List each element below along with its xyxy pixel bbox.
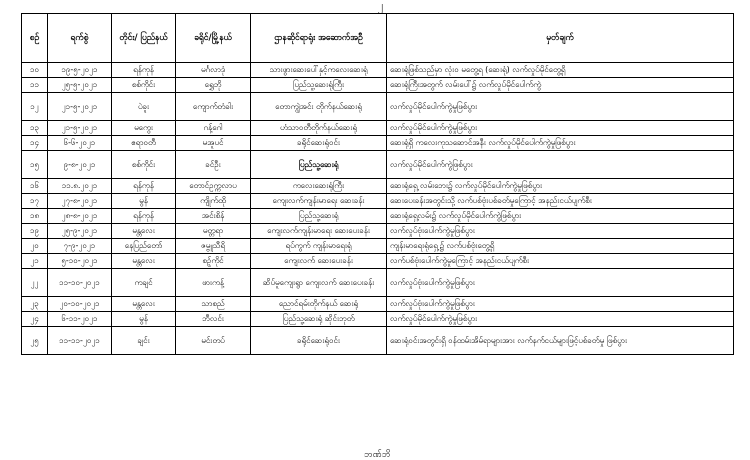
header-remark: မှတ်ချက် xyxy=(387,14,734,63)
cell-township: မင်္ဂလာဒုံ xyxy=(176,63,251,78)
cell-office: ခရိုင်ဆေးရုံဝင်း xyxy=(251,327,387,355)
table-row xyxy=(22,63,734,78)
cell-region: မန္တလေး xyxy=(112,224,176,239)
header-no: စဉ် xyxy=(22,14,48,63)
cell-office: ပြည်သူ့ဆေးရုံ xyxy=(251,209,387,224)
cell-no: ၁၀ xyxy=(22,63,48,78)
cell-no: ၁၈ xyxy=(22,209,48,224)
cell-region: ရန်ကုန် xyxy=(112,209,176,224)
cell-no: ၂၀ xyxy=(22,239,48,254)
cell-remark: ဆေးရုံရှိ ကလေးကုသဆောင်အနီး လက်လှုပ်မိုင်ပေါက်ကွဲမှုဖြစ်ပွား xyxy=(387,136,734,151)
cell-region: မန္တလေး xyxy=(112,297,176,312)
cell-office: ခရိုင်ဆေးရုံဝင်း xyxy=(251,136,387,151)
cell-office: ဆိပ်မူကျေးရွာ ကျေးလက် ဆေးပေးခန်း xyxy=(251,269,387,297)
incident-table xyxy=(21,13,734,355)
cell-remark: ဆေးရုံကြီးအတွက် လမ်းပေါ်၌ လက်လှုပ်မိုင်ပေါက်ကွဲ xyxy=(387,78,734,93)
cell-township: ကျိုက်ထို xyxy=(176,194,251,209)
header-region: တိုင်း/ ပြည်နယ် xyxy=(112,14,176,63)
cell-office: ပြည်သူ့ဆေးရုံကြီး xyxy=(251,78,387,93)
table-row xyxy=(22,239,734,254)
cell-township: တောင်ဥက္ကလာပ xyxy=(176,179,251,194)
table-row xyxy=(22,254,734,269)
cell-date: ၆-၁၁-၂၀၂၁ xyxy=(48,312,112,327)
cell-township: ဇမ္ဗူသီရိ xyxy=(176,239,251,254)
cell-no: ၂၅ xyxy=(22,327,48,355)
table-row xyxy=(22,194,734,209)
cell-region: မွန် xyxy=(112,312,176,327)
table-row xyxy=(22,297,734,312)
cell-date: ၉-၈-၂၀၂၁ xyxy=(48,151,112,179)
table-row xyxy=(22,224,734,239)
table-row xyxy=(22,136,734,151)
cell-remark: လက်ပစ်ဗုံးပေါက်ကွဲမှုကြောင့် အနည်းငယ်ပျက်စီး xyxy=(387,254,734,269)
cell-no: ၁၆ xyxy=(22,179,48,194)
cell-region: ရန်ကုန် xyxy=(112,179,176,194)
cell-date: ၅-၁၀-၂၀၂၁ xyxy=(48,254,112,269)
cell-region: ပဲခူး xyxy=(112,93,176,121)
header-date: ရက်စွဲ xyxy=(48,14,112,63)
cell-region: ရန်ကုန် xyxy=(112,63,176,78)
table-row xyxy=(22,312,734,327)
cell-no: ၁၂ xyxy=(22,93,48,121)
cell-remark: ကျန်းမာရေးရုံရှေ့၌ လက်ပစ်ဗုံးတွေ့ရှိ xyxy=(387,239,734,254)
page-number: ၂ xyxy=(378,0,384,12)
table-row xyxy=(22,327,734,355)
cell-region: ကချင် xyxy=(112,269,176,297)
cell-office: ဟံသာဝတီတိုက်နယ်ဆေးရုံ xyxy=(251,121,387,136)
table-row xyxy=(22,78,734,93)
cell-office: ပြည်သူ့ဆေးရုံ ဆိုင်းဘုတ် xyxy=(251,312,387,327)
cell-region: မွန် xyxy=(112,194,176,209)
cell-region: နေပြည်တော် xyxy=(112,239,176,254)
cell-office: ကျေးလက်ကျန်းမာရေး ဆေးခန်း xyxy=(251,194,387,209)
table-row xyxy=(22,179,734,194)
cell-date: ၁၉-၅-၂၀၂၁ xyxy=(48,63,112,78)
cell-remark: ဆေးပေးခန်းအတွင်းသို့ လက်ပစ်ဗုံးပစ်ခတ်မှုကြောင့် အနည်းငယ်ပျက်စီး xyxy=(387,194,734,209)
cell-no: ၁၄ xyxy=(22,136,48,151)
cell-township: ကျောက်တံခါး xyxy=(176,93,251,121)
cell-no: ၁၅ xyxy=(22,151,48,179)
table-row xyxy=(22,121,734,136)
cell-no: ၁၃ xyxy=(22,121,48,136)
cell-date: ၂၁-၅-၂၀၂၁ xyxy=(48,121,112,136)
cell-township: မတ္တရာ xyxy=(176,224,251,239)
cell-remark: လက်လှုပ်မိုင်ပေါက်ကွဲမှုဖြစ်ပွား xyxy=(387,121,734,136)
cell-no: ၁၉ xyxy=(22,224,48,239)
cell-township: ခင်ဦး xyxy=(176,151,251,179)
footer-text: ဘဏ်ဘိ xyxy=(364,450,391,460)
cell-date: ၂၅-၉-၂၀၂၁ xyxy=(48,224,112,239)
cell-remark: လက်လှုပ်မိုင်ပေါက်ကွဲမှုဖြစ်ပွား xyxy=(387,93,734,121)
cell-region: စစ်ကိုင်း xyxy=(112,78,176,93)
table-header-row xyxy=(22,14,734,63)
cell-no: ၂၃ xyxy=(22,297,48,312)
cell-date: ၁၁.၈.၂၀၂၁ xyxy=(48,179,112,194)
cell-remark: ဆေးရုံဝင်းအတွင်းရှိ ဝန်ထမ်းအိမ်ရာများအား လက်နက်ငယ်များဖြင့်ပစ်ခတ်မှု ဖြစ်ပွား xyxy=(387,327,734,355)
cell-office: ရပ်ကွက် ကျန်းမာရေးရုံ xyxy=(251,239,387,254)
table-row xyxy=(22,269,734,297)
header-township: ခရိုင်/မြို့နယ် xyxy=(176,14,251,63)
cell-remark: လက်လှုပ်မိုင်ပေါက်ကွဲဖြစ်ပွား xyxy=(387,151,734,179)
cell-region: မကွေး xyxy=(112,121,176,136)
cell-township: ဘီလင်း xyxy=(176,312,251,327)
cell-remark: လက်လှုပ်ဗုံးပေါက်ကွဲမှုဖြစ်ပွား xyxy=(387,297,734,312)
cell-no: ၁၁ xyxy=(22,78,48,93)
cell-remark: လက်လှုပ်မိုင်ပေါက်ကွဲမှုဖြစ်ပွား xyxy=(387,312,734,327)
cell-office: ပြည်သူ့ဆေးရုံ xyxy=(251,151,387,179)
cell-date: ၁၁-၁၀-၂၀၂၁ xyxy=(48,269,112,297)
cell-date: ၇-၉-၂၀၂၁ xyxy=(48,239,112,254)
cell-remark: ဆေးရုံရှေ့လမ်း၌ လက်လှုပ်မိုင်ပေါက်ကွဲဖြစ်ပွား xyxy=(387,209,734,224)
cell-date: ၂၀-၁၀-၂၀၂၁ xyxy=(48,297,112,312)
cell-township: မအူပင် xyxy=(176,136,251,151)
cell-date: ၂၈-၈-၂၀၂၁ xyxy=(48,209,112,224)
header-office: ဌာနဆိုင်ရာရုံး အဆောက်အဦ xyxy=(251,14,387,63)
cell-township: သာစည် xyxy=(176,297,251,312)
cell-date: ၆-၆-၂၀၂၁ xyxy=(48,136,112,151)
cell-region: ချင်း xyxy=(112,327,176,355)
cell-township: ဖားကန့် xyxy=(176,269,251,297)
cell-office: ကျေးလက်ကျန်းမာရေး ဆေးပေးခန်း xyxy=(251,224,387,239)
cell-township: မင်းတပ် xyxy=(176,327,251,355)
table-row xyxy=(22,209,734,224)
cell-no: ၁၇ xyxy=(22,194,48,209)
cell-date: ၂၇-၈-၂၀၂၁ xyxy=(48,194,112,209)
cell-township: စဉ့်ကိုင် xyxy=(176,254,251,269)
cell-office: ညောင်ရမ်းတိုက်နယ် ဆေးရုံ xyxy=(251,297,387,312)
cell-office: ကျေးလက် ဆေးပေးခန်း xyxy=(251,254,387,269)
cell-remark: လက်လှုပ်ဗုံးပေါက်ကွဲမှုဖြစ်ပွား xyxy=(387,269,734,297)
table-row xyxy=(22,93,734,121)
cell-region: စစ်ကိုင်း xyxy=(112,151,176,179)
cell-office: သားဖွားဆေးပေါ်နှင့်ကလေးဆေးရုံ xyxy=(251,63,387,78)
cell-date: ၂၁-၅-၂၀၂၁ xyxy=(48,93,112,121)
cell-remark: ဆေးရုံဖြစ်သည်မှာ လုံးဝ မတွေ့ရ (ဆေးရုံ) လက်လှုပ်မိုင်တွေ့ရှိ xyxy=(387,63,734,78)
cell-region: ဧရာဝတီ xyxy=(112,136,176,151)
cell-remark: ဆေးရုံရှေ့ လမ်းဘေး၌ လက်လှုပ်မိုင်ပေါက်ကွဲမှုဖြစ်ပွား xyxy=(387,179,734,194)
cell-remark: လက်လှုပ်ဗုံးပေါက်ကွဲမှုဖြစ်ပွား xyxy=(387,224,734,239)
cell-township: ရွှေဘို xyxy=(176,78,251,93)
cell-region: မန္တလေး xyxy=(112,254,176,269)
cell-date: ၂၅-၅-၂၀၂၁ xyxy=(48,78,112,93)
cell-township: အင်းစိန် xyxy=(176,209,251,224)
cell-no: ၂၁ xyxy=(22,254,48,269)
cell-township: ဂန့်ဂေါ xyxy=(176,121,251,136)
cell-no: ၂၂ xyxy=(22,269,48,297)
cell-office: ကလေးဆေးရုံကြီး xyxy=(251,179,387,194)
cell-no: ၂၄ xyxy=(22,312,48,327)
cell-office: တောကျွဲအင်း တိုက်နယ်ဆေးရုံ xyxy=(251,93,387,121)
cell-date: ၁၁-၁၁-၂၀၂၁ xyxy=(48,327,112,355)
table-row xyxy=(22,151,734,179)
